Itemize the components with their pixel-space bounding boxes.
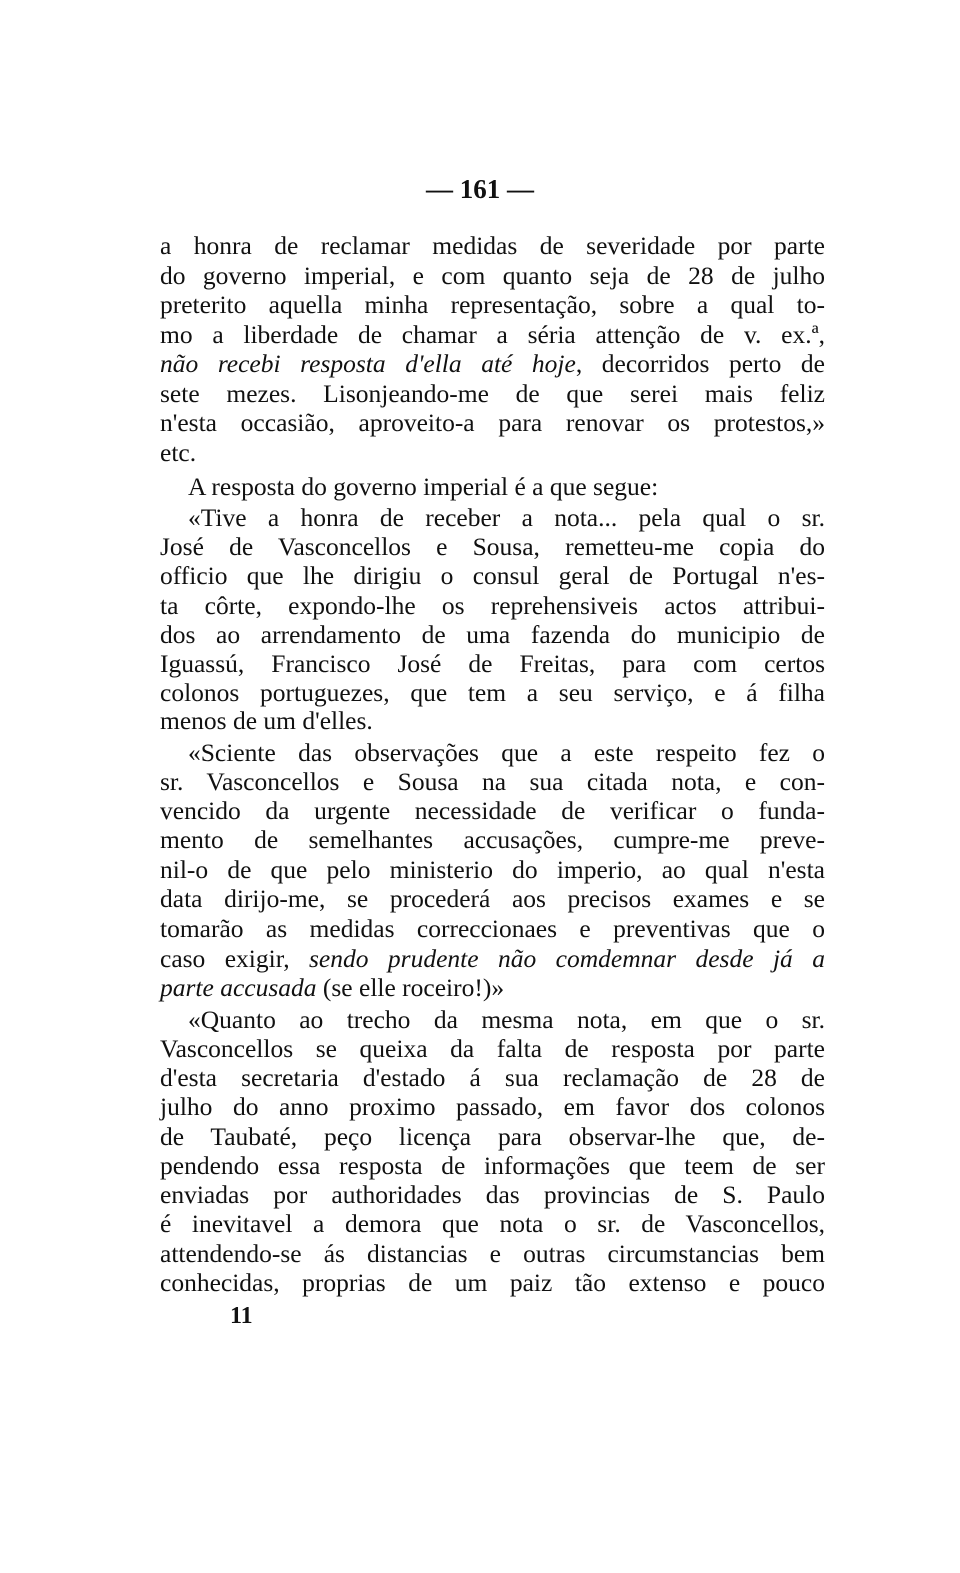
text-line (160, 1063, 825, 1093)
text-line (160, 706, 825, 736)
text-segment: data dirijo-me, se procederá aos precisos exames e se (160, 884, 825, 913)
text-segment: é inevitavel a demora que nota o sr. de Vasconcellos, (160, 1209, 825, 1238)
text-segment: d'esta secretaria d'estado á sua reclamação de 28 de (160, 1063, 825, 1092)
text-segment: enviadas por authoridades das provincias de S. Paulo (160, 1180, 825, 1209)
text-line (160, 1209, 825, 1239)
text-line (160, 855, 825, 885)
text-segment: A resposta do governo imperial é a que segue: (188, 472, 659, 501)
text-segment: colonos portuguezes, que tem a seu serviço, e á filha (160, 678, 825, 707)
text-segment: de Taubaté, peço licença para observar-lhe que, de- (160, 1122, 825, 1151)
text-line (160, 1122, 825, 1152)
text-line (160, 1180, 825, 1210)
signature-mark: 11 (230, 1303, 253, 1329)
text-segment: officio que lhe dirigiu o consul geral de Portugal n'es- (160, 561, 825, 590)
text-segment: a honra de reclamar medidas de severidade por parte (160, 231, 825, 260)
italic-text: parte accusada (160, 973, 317, 1002)
text-line (160, 944, 825, 974)
text-segment: etc. (160, 438, 197, 467)
text-line (188, 472, 825, 502)
text-line (160, 884, 825, 914)
text-segment: caso exigir, (160, 944, 309, 973)
text-segment: julho do anno proximo passado, em favor dos colonos (160, 1092, 825, 1121)
text-segment: mo a liberdade de chamar a séria attenção de v. ex.ª, (160, 320, 825, 349)
text-line (160, 349, 825, 379)
italic-text: não recebi resposta d'ella até hoje (160, 349, 576, 378)
text-line (160, 767, 825, 797)
text-line (160, 1092, 825, 1122)
text-segment: dos ao arrendamento de uma fazenda do municipio de (160, 620, 825, 649)
text-line (160, 408, 825, 438)
text-line (160, 591, 825, 621)
text-line (160, 973, 825, 1003)
text-line (160, 1239, 825, 1269)
text-line (160, 825, 825, 855)
text-line (160, 796, 825, 826)
text-line (160, 1034, 825, 1064)
text-line (160, 438, 825, 468)
text-line (160, 379, 825, 409)
text-segment: sr. Vasconcellos e Sousa na sua citada nota, e con- (160, 767, 825, 796)
page-number: — 161 — (426, 174, 534, 204)
text-line (160, 561, 825, 591)
text-line (160, 678, 825, 708)
text-line (160, 532, 825, 562)
text-segment: «Tive a honra de receber a nota... pela qual o sr. (188, 503, 825, 532)
text-line (188, 1005, 825, 1035)
text-segment: Iguassú, Francisco José de Freitas, para com certos (160, 649, 825, 678)
text-line (160, 290, 825, 320)
text-line (160, 914, 825, 944)
text-line (160, 261, 825, 291)
text-segment: ta côrte, expondo-lhe os reprehensiveis actos attribui- (160, 591, 825, 620)
text-segment: Vasconcellos se queixa da falta de resposta por parte (160, 1034, 825, 1063)
text-segment: mento de semelhantes accusações, cumpre-me preve- (160, 825, 825, 854)
italic-text: sendo prudente não comdemnar desde já a (309, 944, 825, 973)
text-line (188, 738, 825, 768)
text-line (160, 231, 825, 261)
text-line (160, 1268, 825, 1298)
text-line (160, 649, 825, 679)
text-segment: vencido da urgente necessidade de verificar o funda- (160, 796, 825, 825)
text-segment: «Quanto ao trecho da mesma nota, em que o sr. (188, 1005, 825, 1034)
text-segment: menos de um d'elles. (160, 706, 373, 735)
text-line (160, 320, 825, 350)
text-segment: n'esta occasião, aproveito-a para renovar os protestos,» (160, 408, 825, 437)
text-segment: preterito aquella minha representação, sobre a qual to- (160, 290, 825, 319)
text-segment: (se elle roceiro!)» (316, 973, 505, 1002)
text-segment: attendendo-se ás distancias e outras circumstancias bem (160, 1239, 825, 1268)
text-line (160, 620, 825, 650)
text-segment: sete mezes. Lisonjeando-me de que serei mais feliz (160, 379, 825, 408)
text-segment: do governo imperial, e com quanto seja de 28 de julho (160, 261, 825, 290)
text-line (160, 1151, 825, 1181)
text-segment: nil-o de que pelo ministerio do imperio, ao qual n'esta (160, 855, 825, 884)
text-segment: tomarão as medidas correccionaes e preventivas que o (160, 914, 825, 943)
text-line (188, 503, 825, 533)
text-segment: , decorridos perto de (575, 349, 825, 378)
text-segment: «Sciente das observações que a este respeito fez o (188, 738, 825, 767)
text-segment: conhecidas, proprias de um paiz tão extenso e pouco (160, 1268, 825, 1297)
text-segment: pendendo essa resposta de informações que teem de ser (160, 1151, 825, 1180)
text-segment: José de Vasconcellos e Sousa, remetteu-me copia do (160, 532, 825, 561)
